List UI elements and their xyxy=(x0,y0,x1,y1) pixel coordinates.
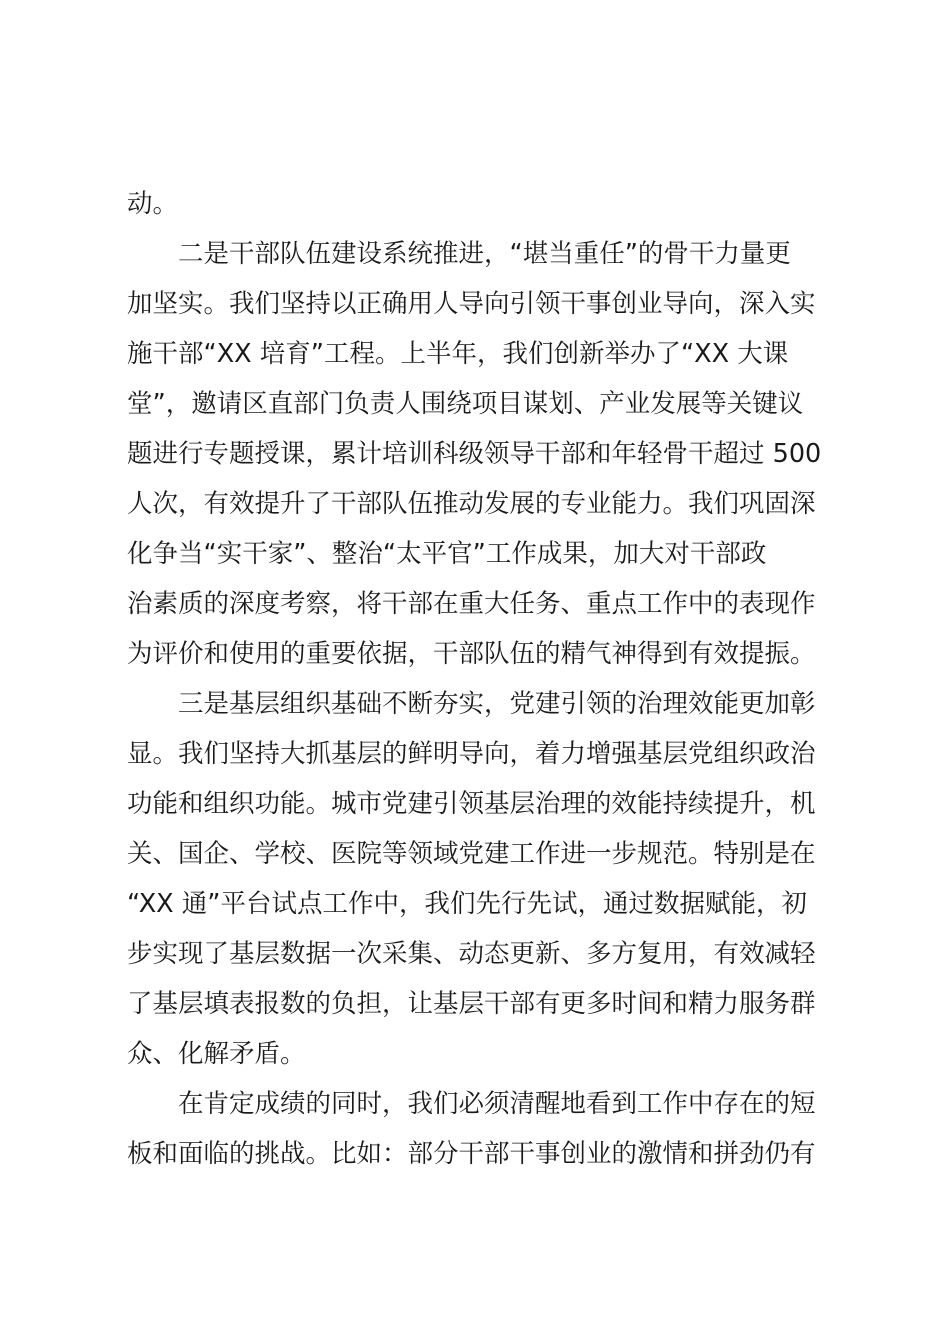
paragraph-first-line: 二是干部队伍建设系统推进，“堪当重任”的骨干力量更 xyxy=(178,239,791,269)
text-line: 治素质的深度考察，将干部在重大任务、重点工作中的表现作 xyxy=(127,589,816,619)
text-line: 化争当“实干家”、整治“太平官”工作成果，加大对干部政 xyxy=(127,539,767,569)
text-line: 人次，有效提升了干部队伍推动发展的专业能力。我们巩固深 xyxy=(127,489,816,519)
paragraph-first-line: 三是基层组织基础不断夯实，党建引领的治理效能更加彰 xyxy=(178,689,816,719)
text-line: 为评价和使用的重要依据，干部队伍的精气神得到有效提振。 xyxy=(127,639,816,669)
text-line: 施干部“XX 培育”工程。上半年，我们创新举办了“XX 大课 xyxy=(127,339,789,369)
paragraph-first-line: 在肯定成绩的同时，我们必须清醒地看到工作中存在的短 xyxy=(178,1089,816,1119)
text-line: 显。我们坚持大抓基层的鲜明导向，着力增强基层党组织政治 xyxy=(127,739,816,769)
text-line: 功能和组织功能。城市党建引领基层治理的效能持续提升，机 xyxy=(127,789,816,819)
text-line: 题进行专题授课，累计培训科级领导干部和年轻骨干超过 500 xyxy=(127,439,822,469)
text-line: 堂”，邀请区直部门负责人围绕项目谋划、产业发展等关键议 xyxy=(127,389,804,419)
text-line: 步实现了基层数据一次采集、动态更新、多方复用，有效减轻 xyxy=(127,939,816,969)
text-line: “XX 通”平台试点工作中，我们先行先试，通过数据赋能，初 xyxy=(127,889,807,919)
text-line: 加坚实。我们坚持以正确用人导向引领干事创业导向，深入实 xyxy=(127,289,816,319)
text-line: 众、化解矛盾。 xyxy=(127,1039,306,1069)
text-line: 动。 xyxy=(127,189,179,219)
text-line: 关、国企、学校、医院等领域党建工作进一步规范。特别是在 xyxy=(127,839,816,869)
text-line: 板和面临的挑战。比如：部分干部干事创业的激情和拼劲仍有 xyxy=(127,1139,816,1169)
text-line: 了基层填表报数的负担，让基层干部有更多时间和精力服务群 xyxy=(127,989,816,1019)
